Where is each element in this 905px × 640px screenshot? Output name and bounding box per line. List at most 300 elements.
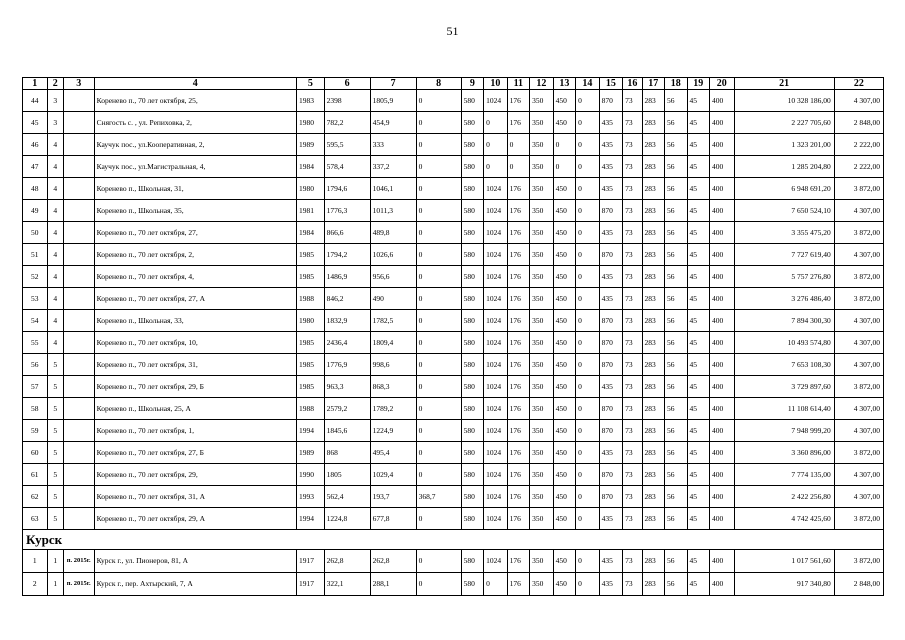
table-cell: 350 [530, 134, 554, 156]
table-cell: 400 [709, 354, 734, 376]
table-cell: 450 [553, 244, 575, 266]
table-row [23, 266, 884, 288]
table-cell: 0 [576, 573, 600, 596]
column-header: 7 [370, 78, 416, 90]
table-cell: 0 [576, 178, 600, 200]
table-cell: 870 [599, 354, 623, 376]
table-cell: 0 [576, 288, 600, 310]
table-cell: 4 307,00 [834, 200, 883, 222]
table-cell [63, 398, 94, 420]
table-cell: 1989 [297, 442, 325, 464]
table-cell: 580 [461, 134, 483, 156]
table-cell: 1917 [297, 550, 325, 573]
table-cell: 677,8 [370, 508, 416, 530]
table-cell: Коренево п., Школьная, 35, [94, 200, 296, 222]
table-cell: 45 [687, 376, 709, 398]
table-cell: 11 108 614,40 [734, 398, 834, 420]
table-cell: 56 [665, 486, 687, 508]
table-cell: 4 [47, 200, 63, 222]
table-cell: 450 [553, 376, 575, 398]
table-cell: 62 [23, 486, 48, 508]
table-cell: 1809,4 [370, 332, 416, 354]
table-cell: 50 [23, 222, 48, 244]
table-cell: 60 [23, 442, 48, 464]
table-cell: 578,4 [324, 156, 370, 178]
table-cell: 580 [461, 266, 483, 288]
column-header: 21 [734, 78, 834, 90]
table-cell: 1984 [297, 222, 325, 244]
table-cell: Каучук пос., ул.Магистральная, 4, [94, 156, 296, 178]
table-cell: 450 [553, 550, 575, 573]
table-cell: 56 [23, 354, 48, 376]
table-cell: 0 [416, 244, 461, 266]
table-cell: 400 [709, 486, 734, 508]
table-cell: 350 [530, 398, 554, 420]
table-cell: 2 [23, 573, 48, 596]
table-cell: 5 [47, 442, 63, 464]
table-cell: 56 [665, 244, 687, 266]
table-cell: 0 [416, 310, 461, 332]
table-cell: 56 [665, 332, 687, 354]
table-cell: 56 [665, 90, 687, 112]
table-cell [63, 508, 94, 530]
table-cell: 580 [461, 332, 483, 354]
table-row [23, 310, 884, 332]
table-cell: 51 [23, 244, 48, 266]
table-cell: 1994 [297, 508, 325, 530]
table-cell: 450 [553, 222, 575, 244]
table-cell: 73 [623, 200, 642, 222]
table-cell: 3 872,00 [834, 178, 883, 200]
table-cell: Коренево п., 70 лет октября, 29, [94, 464, 296, 486]
table-cell: 562,4 [324, 486, 370, 508]
table-cell: 56 [665, 573, 687, 596]
table-cell: Коренево п., Школьная, 25, А [94, 398, 296, 420]
table-cell: 1024 [484, 266, 508, 288]
table-cell: 283 [642, 486, 664, 508]
table-cell: 435 [599, 442, 623, 464]
table-cell: 400 [709, 134, 734, 156]
table-cell: 283 [642, 376, 664, 398]
table-cell: 45 [687, 332, 709, 354]
table-cell: Коренево п., 70 лет октября, 25, [94, 90, 296, 112]
table-cell: 3 360 896,00 [734, 442, 834, 464]
table-cell: 580 [461, 464, 483, 486]
table-body [23, 90, 884, 596]
table-cell: 73 [623, 573, 642, 596]
table-cell: 73 [623, 178, 642, 200]
table-cell: 73 [623, 376, 642, 398]
table-cell: 0 [416, 420, 461, 442]
table-cell: 400 [709, 288, 734, 310]
table-cell: 193,7 [370, 486, 416, 508]
table-cell: 283 [642, 112, 664, 134]
table-cell: 283 [642, 134, 664, 156]
table-cell: 368,7 [416, 486, 461, 508]
table-cell: 1024 [484, 90, 508, 112]
column-header: 11 [507, 78, 529, 90]
table-cell: 45 [687, 354, 709, 376]
column-header: 9 [461, 78, 483, 90]
table-cell: Каучук пос., ул.Кооперативная, 2, [94, 134, 296, 156]
table-cell: 4 307,00 [834, 310, 883, 332]
table-cell [63, 90, 94, 112]
table-cell: 45 [687, 398, 709, 420]
table-cell: 870 [599, 486, 623, 508]
table-cell: 0 [416, 90, 461, 112]
table-cell: 176 [507, 376, 529, 398]
table-cell: 176 [507, 200, 529, 222]
table-cell: 400 [709, 398, 734, 420]
table-cell: 0 [416, 288, 461, 310]
table-cell: 1985 [297, 354, 325, 376]
table-cell: 1024 [484, 288, 508, 310]
column-header: 10 [484, 78, 508, 90]
table-cell: 350 [530, 442, 554, 464]
table-cell [63, 200, 94, 222]
table-cell: 1776,9 [324, 354, 370, 376]
table-cell: 262,8 [324, 550, 370, 573]
table-cell: 10 328 186,00 [734, 90, 834, 112]
table-cell: 176 [507, 266, 529, 288]
table-cell: 1794,6 [324, 178, 370, 200]
table-cell: 580 [461, 156, 483, 178]
table-cell: 0 [576, 310, 600, 332]
table-cell: 283 [642, 573, 664, 596]
column-header: 8 [416, 78, 461, 90]
table-cell: 0 [416, 550, 461, 573]
table-cell: 1805,9 [370, 90, 416, 112]
table-cell: 400 [709, 550, 734, 573]
table-cell: 45 [687, 156, 709, 178]
table-cell: 0 [576, 398, 600, 420]
table-cell: 580 [461, 244, 483, 266]
column-header: 12 [530, 78, 554, 90]
table-cell: 1789,2 [370, 398, 416, 420]
table-cell [63, 420, 94, 442]
table-cell: Коренево п., 70 лет октября, 31, [94, 354, 296, 376]
table-cell [63, 156, 94, 178]
table-cell: 3 729 897,60 [734, 376, 834, 398]
table-cell: 0 [576, 112, 600, 134]
table-cell: 450 [553, 486, 575, 508]
table-cell: 1985 [297, 332, 325, 354]
table-cell: 0 [416, 354, 461, 376]
table-cell: 1994 [297, 420, 325, 442]
table-cell: 46 [23, 134, 48, 156]
table-cell: 4 [47, 310, 63, 332]
table-cell: 73 [623, 332, 642, 354]
table-cell: 1024 [484, 244, 508, 266]
table-cell: 1993 [297, 486, 325, 508]
column-header: 18 [665, 78, 687, 90]
table-cell: 73 [623, 310, 642, 332]
table-cell: 870 [599, 244, 623, 266]
table-cell: 56 [665, 178, 687, 200]
table-cell: 45 [687, 244, 709, 266]
table-cell: 0 [576, 90, 600, 112]
table-cell: 45 [687, 266, 709, 288]
table-cell: Курск г., ул. Пионеров, 81, А [94, 550, 296, 573]
table-cell: 56 [665, 398, 687, 420]
table-cell: 288,1 [370, 573, 416, 596]
table-cell: 322,1 [324, 573, 370, 596]
table-cell: 0 [576, 376, 600, 398]
table-cell: 1985 [297, 266, 325, 288]
table-cell: 350 [530, 332, 554, 354]
column-header: 14 [576, 78, 600, 90]
table-cell: 0 [576, 266, 600, 288]
table-row [23, 464, 884, 486]
table-row [23, 420, 884, 442]
table-cell: 0 [576, 486, 600, 508]
table-row [23, 244, 884, 266]
table-cell: 176 [507, 398, 529, 420]
table-cell: 1029,4 [370, 464, 416, 486]
table-cell: 176 [507, 178, 529, 200]
table-cell: Коренево п., 70 лет октября, 27, Б [94, 442, 296, 464]
table-cell: 0 [416, 464, 461, 486]
table-cell: 595,5 [324, 134, 370, 156]
table-row [23, 376, 884, 398]
table-cell: 283 [642, 464, 664, 486]
table-cell: 176 [507, 310, 529, 332]
table-cell: 450 [553, 200, 575, 222]
table-cell [63, 464, 94, 486]
table-cell: 0 [576, 354, 600, 376]
table-cell: 73 [623, 112, 642, 134]
table-cell: 400 [709, 442, 734, 464]
table-cell: п. 2015г. [63, 550, 94, 573]
table-cell: 450 [553, 464, 575, 486]
table-cell: 45 [687, 90, 709, 112]
table-cell: 1024 [484, 398, 508, 420]
table-cell: 283 [642, 222, 664, 244]
table-cell: 0 [416, 112, 461, 134]
table-cell: 0 [576, 244, 600, 266]
table-cell: 176 [507, 332, 529, 354]
table-cell: 1984 [297, 156, 325, 178]
table-cell: 283 [642, 288, 664, 310]
table-cell: 4 [47, 222, 63, 244]
table-cell: 3 872,00 [834, 550, 883, 573]
table-cell: 350 [530, 573, 554, 596]
table-cell: 350 [530, 244, 554, 266]
table-cell: 4 307,00 [834, 90, 883, 112]
table-cell [63, 178, 94, 200]
table-cell: 450 [553, 310, 575, 332]
table-row [23, 200, 884, 222]
table-cell: 45 [687, 310, 709, 332]
table-cell [63, 222, 94, 244]
table-cell: 47 [23, 156, 48, 178]
table-cell: 450 [553, 266, 575, 288]
table-cell: 176 [507, 464, 529, 486]
table-cell: 1024 [484, 332, 508, 354]
table-cell: 1046,1 [370, 178, 416, 200]
column-header: 5 [297, 78, 325, 90]
table-cell: 963,3 [324, 376, 370, 398]
table-cell: 580 [461, 310, 483, 332]
table-cell: 3 [47, 112, 63, 134]
table-cell: 0 [576, 420, 600, 442]
table-cell [63, 442, 94, 464]
table-cell: 56 [665, 200, 687, 222]
table-cell: 56 [665, 464, 687, 486]
table-cell: 45 [687, 178, 709, 200]
table-cell: 0 [416, 398, 461, 420]
table-cell: 489,8 [370, 222, 416, 244]
table-cell: 1 285 204,80 [734, 156, 834, 178]
table-cell: 176 [507, 244, 529, 266]
table-cell: 495,4 [370, 442, 416, 464]
table-cell: 45 [687, 222, 709, 244]
table-cell: 5 757 276,80 [734, 266, 834, 288]
table-cell: 333 [370, 134, 416, 156]
table-cell: 0 [416, 573, 461, 596]
column-header: 3 [63, 78, 94, 90]
table-cell: 176 [507, 550, 529, 573]
table-cell [63, 376, 94, 398]
table-cell: 400 [709, 90, 734, 112]
table-cell: 350 [530, 354, 554, 376]
table-cell: 0 [576, 222, 600, 244]
table-cell: 73 [623, 442, 642, 464]
table-cell: 1024 [484, 310, 508, 332]
table-cell: 56 [665, 112, 687, 134]
table-cell: 2398 [324, 90, 370, 112]
table-cell: 176 [507, 508, 529, 530]
table-cell: 580 [461, 200, 483, 222]
table-cell: 1224,8 [324, 508, 370, 530]
table-cell: 56 [665, 266, 687, 288]
table-cell: 400 [709, 420, 734, 442]
table-row [23, 486, 884, 508]
table-cell: 580 [461, 573, 483, 596]
table-cell: 350 [530, 288, 554, 310]
table-cell: 580 [461, 288, 483, 310]
table-cell: 1024 [484, 354, 508, 376]
table-cell: 350 [530, 222, 554, 244]
table-cell: 0 [484, 134, 508, 156]
table-cell: 5 [47, 486, 63, 508]
table-cell: 1917 [297, 573, 325, 596]
table-cell: 176 [507, 288, 529, 310]
table-cell: 176 [507, 90, 529, 112]
table-cell: 7 774 135,00 [734, 464, 834, 486]
table-cell: 450 [553, 112, 575, 134]
table-cell: 73 [623, 464, 642, 486]
table-cell: 400 [709, 222, 734, 244]
table-cell: 1024 [484, 508, 508, 530]
table-cell: 580 [461, 508, 483, 530]
table-cell: 56 [665, 550, 687, 573]
table-cell: 400 [709, 376, 734, 398]
table-cell: 1988 [297, 398, 325, 420]
table-cell: 49 [23, 200, 48, 222]
table-cell: Коренево п., 70 лет октября, 27, [94, 222, 296, 244]
table-cell: 1 323 201,00 [734, 134, 834, 156]
table-cell: 56 [665, 420, 687, 442]
table-cell: 53 [23, 288, 48, 310]
table-row [23, 573, 884, 596]
table-cell: 3 276 486,40 [734, 288, 834, 310]
table-cell: 56 [665, 156, 687, 178]
table-cell: 350 [530, 420, 554, 442]
table-cell: 400 [709, 573, 734, 596]
table-cell: 1980 [297, 178, 325, 200]
table-cell: 4 [47, 156, 63, 178]
table-cell: 283 [642, 156, 664, 178]
table-cell: 61 [23, 464, 48, 486]
table-cell: 435 [599, 266, 623, 288]
table-cell: 1985 [297, 376, 325, 398]
table-cell: 1 [47, 550, 63, 573]
table-cell: 450 [553, 442, 575, 464]
table-cell: 283 [642, 266, 664, 288]
table-cell: 176 [507, 442, 529, 464]
column-header: 6 [324, 78, 370, 90]
table-cell: 580 [461, 486, 483, 508]
table-cell: 45 [687, 134, 709, 156]
table-cell: 450 [553, 178, 575, 200]
table-cell: 7 727 619,40 [734, 244, 834, 266]
table-cell: 283 [642, 420, 664, 442]
table-cell: 0 [507, 134, 529, 156]
table-cell: 870 [599, 332, 623, 354]
table-cell: 2436,4 [324, 332, 370, 354]
table-cell: 435 [599, 550, 623, 573]
section-row [23, 530, 884, 550]
table-row [23, 332, 884, 354]
table-cell: 59 [23, 420, 48, 442]
column-header: 15 [599, 78, 623, 90]
table-cell: 337,2 [370, 156, 416, 178]
column-header: 1 [23, 78, 48, 90]
table-cell: 1024 [484, 200, 508, 222]
table-cell: 846,2 [324, 288, 370, 310]
table-cell: 2579,2 [324, 398, 370, 420]
table-cell: 1 017 561,60 [734, 550, 834, 573]
table-cell: 435 [599, 178, 623, 200]
table-cell: 782,2 [324, 112, 370, 134]
table-cell: 73 [623, 244, 642, 266]
table-cell: 283 [642, 550, 664, 573]
table-cell: 4 [47, 288, 63, 310]
table-cell: Коренево п., Школьная, 33, [94, 310, 296, 332]
table-cell: 73 [623, 156, 642, 178]
table-cell: 1980 [297, 112, 325, 134]
table-cell: 956,6 [370, 266, 416, 288]
table-cell: 7 650 524,10 [734, 200, 834, 222]
table-cell: 0 [416, 178, 461, 200]
table-cell: 73 [623, 222, 642, 244]
table-cell: 44 [23, 90, 48, 112]
table-cell: 350 [530, 550, 554, 573]
table-cell: 283 [642, 398, 664, 420]
table-cell: 55 [23, 332, 48, 354]
table-cell: 56 [665, 442, 687, 464]
table-cell: 1794,2 [324, 244, 370, 266]
table-cell: п. 2015г. [63, 573, 94, 596]
table-cell: 1024 [484, 550, 508, 573]
table-cell: 56 [665, 310, 687, 332]
table-cell: 0 [576, 200, 600, 222]
table-cell [63, 112, 94, 134]
table-cell: 400 [709, 266, 734, 288]
table-cell: 0 [416, 156, 461, 178]
table-cell [63, 354, 94, 376]
